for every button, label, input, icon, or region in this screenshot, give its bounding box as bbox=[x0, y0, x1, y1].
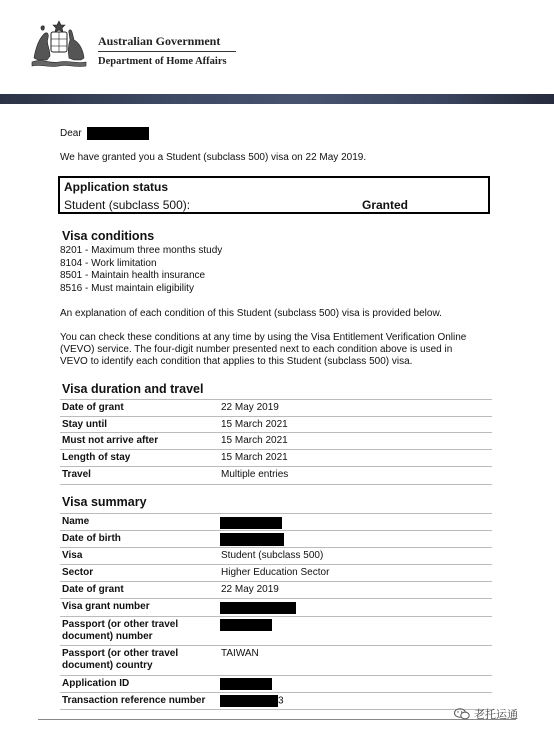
row-value: Higher Education Sector bbox=[221, 567, 330, 578]
application-status-box bbox=[58, 176, 490, 214]
redacted-value bbox=[220, 678, 272, 690]
row-label: Sector bbox=[62, 567, 94, 578]
watermark-text: 老托运通 bbox=[474, 709, 518, 721]
vevo-line: You can check these conditions at any time by using the Visa Entitlement Verification Online bbox=[60, 332, 467, 343]
row-value bbox=[220, 695, 284, 708]
row-value: 15 March 2021 bbox=[221, 435, 288, 446]
intro-text: We have granted you a Student (subclass 500) visa on 22 May 2019. bbox=[60, 152, 367, 163]
row-label: Visa grant number bbox=[62, 601, 150, 612]
application-status-value: Granted bbox=[362, 198, 409, 212]
redacted-value bbox=[220, 619, 272, 631]
table-row bbox=[60, 676, 492, 693]
row-label: Visa bbox=[62, 550, 83, 561]
greeting-line bbox=[60, 127, 149, 140]
redacted-name bbox=[87, 127, 149, 140]
vevo-paragraph bbox=[60, 332, 466, 368]
redacted-value bbox=[220, 602, 296, 614]
row-value: Student (subclass 500) bbox=[221, 550, 324, 561]
row-label: Date of birth bbox=[62, 533, 121, 544]
redacted-value bbox=[220, 695, 278, 707]
row-label: Travel bbox=[62, 469, 91, 480]
row-value: TAIWAN bbox=[221, 648, 259, 659]
letterhead bbox=[0, 0, 554, 96]
list-item: 8501 - Maintain health insurance bbox=[60, 270, 206, 281]
table-row bbox=[60, 599, 492, 617]
table-row bbox=[60, 514, 492, 531]
vevo-line: (VEVO) service. The four-digit number presented next to each condition above is used in bbox=[60, 344, 453, 355]
table-row bbox=[60, 646, 492, 676]
greeting: Dear bbox=[60, 128, 82, 140]
visa-summary-table bbox=[60, 513, 492, 710]
row-value: 22 May 2019 bbox=[221, 584, 279, 595]
table-row bbox=[60, 565, 492, 582]
row-label: Application ID bbox=[62, 678, 130, 689]
government-title: Australian Government bbox=[98, 34, 221, 48]
conditions-explanation: An explanation of each condition of this Student (subclass 500) visa is provided below. bbox=[60, 308, 442, 319]
table-row bbox=[60, 433, 492, 450]
table-row bbox=[60, 582, 492, 599]
row-label-line: Passport (or other travel bbox=[62, 619, 179, 630]
header-banner bbox=[0, 94, 554, 104]
table-row bbox=[60, 617, 492, 646]
row-value-suffix: 3 bbox=[278, 695, 284, 707]
table-row bbox=[60, 400, 492, 417]
list-item: 8516 - Must maintain eligibility bbox=[60, 282, 194, 294]
wechat-icon bbox=[454, 708, 470, 720]
visa-summary-title: Visa summary bbox=[62, 495, 147, 509]
visa-conditions-list bbox=[60, 245, 222, 295]
row-label: Length of stay bbox=[62, 452, 131, 463]
row-label: Transaction reference number bbox=[62, 695, 206, 706]
row-label: Date of grant bbox=[62, 584, 124, 595]
department-title: Department of Home Affairs bbox=[98, 56, 227, 67]
redacted-value bbox=[220, 517, 282, 529]
row-value: 15 March 2021 bbox=[221, 419, 288, 430]
table-row bbox=[60, 693, 492, 710]
application-status-title: Application status bbox=[64, 180, 169, 194]
table-row bbox=[60, 467, 492, 485]
application-status-label: Student (subclass 500): bbox=[64, 198, 191, 212]
row-value: 15 March 2021 bbox=[221, 452, 288, 463]
header-divider bbox=[98, 51, 236, 52]
table-row bbox=[60, 417, 492, 433]
row-value: 22 May 2019 bbox=[221, 402, 279, 413]
row-label: Name bbox=[62, 516, 90, 527]
row-label-line: Passport (or other travel bbox=[62, 648, 179, 659]
visa-conditions-title: Visa conditions bbox=[62, 229, 155, 243]
watermark bbox=[454, 706, 518, 722]
row-label-line: document) number bbox=[62, 631, 153, 642]
row-label: Date of grant bbox=[62, 402, 124, 413]
footer-divider bbox=[38, 719, 516, 720]
list-item: 8201 - Maximum three months study bbox=[60, 245, 223, 256]
table-row bbox=[60, 450, 492, 467]
table-row bbox=[60, 531, 492, 548]
coat-of-arms-icon bbox=[28, 18, 90, 70]
row-label-line: document) country bbox=[62, 660, 153, 671]
vevo-line: VEVO to identify each condition that applies to this Student (subclass 500) visa. bbox=[60, 356, 413, 367]
row-label bbox=[62, 619, 218, 643]
row-label: Must not arrive after bbox=[62, 435, 159, 446]
table-row bbox=[60, 548, 492, 565]
row-label bbox=[62, 648, 218, 672]
list-item: 8104 - Work limitation bbox=[60, 257, 157, 269]
row-label: Stay until bbox=[62, 419, 108, 430]
redacted-value bbox=[220, 533, 284, 546]
row-value: Multiple entries bbox=[221, 469, 289, 480]
visa-duration-title: Visa duration and travel bbox=[62, 382, 204, 396]
visa-duration-table bbox=[60, 399, 492, 485]
